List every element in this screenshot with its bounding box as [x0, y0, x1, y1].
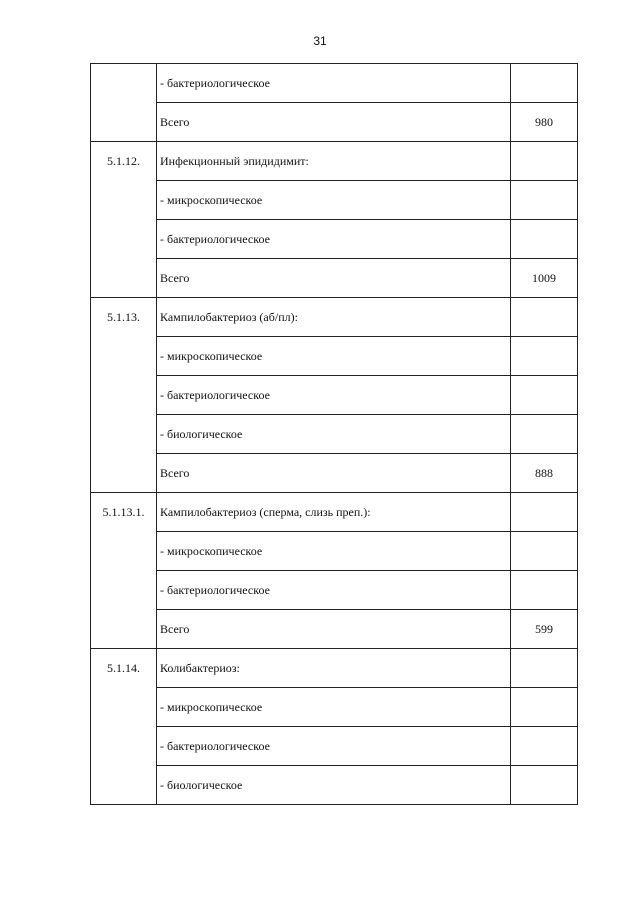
test-count — [511, 727, 577, 765]
section-code: 5.1.13. — [91, 298, 157, 492]
test-count — [511, 649, 577, 687]
table-row — [157, 570, 577, 609]
lab-tests-table — [90, 63, 578, 805]
section-code — [91, 64, 157, 141]
table-row — [157, 726, 577, 765]
test-description: Всего — [157, 610, 511, 648]
section-code: 5.1.13.1. — [91, 493, 157, 648]
test-description: Инфекционный эпидидимит: — [157, 142, 511, 180]
table-row — [157, 298, 577, 336]
test-description: - бактериологическое — [157, 64, 511, 102]
test-count: 599 — [535, 621, 553, 636]
test-count — [511, 220, 577, 258]
test-count — [511, 571, 577, 609]
test-description: Колибактериоз: — [157, 649, 511, 687]
section-code: 5.1.14. — [91, 649, 157, 804]
test-count — [511, 688, 577, 726]
table-group — [91, 297, 577, 492]
table-row — [157, 687, 577, 726]
table-row — [157, 765, 577, 804]
page-number: 31 — [313, 34, 327, 48]
test-description: - бактериологическое — [157, 571, 511, 609]
table-row — [157, 453, 577, 492]
table-group — [91, 141, 577, 297]
test-description: Кампилобактериоз (аб/пл): — [157, 298, 511, 336]
table-row — [157, 493, 577, 531]
test-description: Кампилобактериоз (сперма, слизь преп.): — [157, 493, 511, 531]
test-count — [511, 181, 577, 219]
test-count: 1009 — [532, 270, 556, 285]
table-row — [157, 336, 577, 375]
table-row — [157, 219, 577, 258]
test-description: Всего — [157, 103, 511, 141]
test-count — [511, 766, 577, 804]
test-description: Всего — [157, 259, 511, 297]
table-row — [157, 414, 577, 453]
table-row — [157, 258, 577, 297]
test-description: Всего — [157, 454, 511, 492]
test-count — [511, 142, 577, 180]
table-group — [91, 64, 577, 141]
table-row — [157, 649, 577, 687]
test-count — [511, 298, 577, 336]
test-description: - биологическое — [157, 415, 511, 453]
test-description: - микроскопическое — [157, 181, 511, 219]
test-count — [511, 337, 577, 375]
test-description: - биологическое — [157, 766, 511, 804]
table-group — [91, 648, 577, 804]
test-description: - микроскопическое — [157, 337, 511, 375]
test-count: 888 — [535, 465, 553, 480]
table-group — [91, 492, 577, 648]
table-row — [157, 64, 577, 102]
table-row — [157, 531, 577, 570]
test-count — [511, 64, 577, 102]
table-row — [157, 375, 577, 414]
test-count — [511, 493, 577, 531]
table-row — [157, 102, 577, 141]
table-row — [157, 609, 577, 648]
test-count — [511, 376, 577, 414]
test-count — [511, 532, 577, 570]
test-description: - бактериологическое — [157, 727, 511, 765]
test-count: 980 — [535, 114, 553, 129]
test-description: - микроскопическое — [157, 532, 511, 570]
test-description: - микроскопическое — [157, 688, 511, 726]
section-code: 5.1.12. — [91, 142, 157, 297]
table-row — [157, 180, 577, 219]
test-count — [511, 415, 577, 453]
test-description: - бактериологическое — [157, 376, 511, 414]
test-description: - бактериологическое — [157, 220, 511, 258]
table-row — [157, 142, 577, 180]
